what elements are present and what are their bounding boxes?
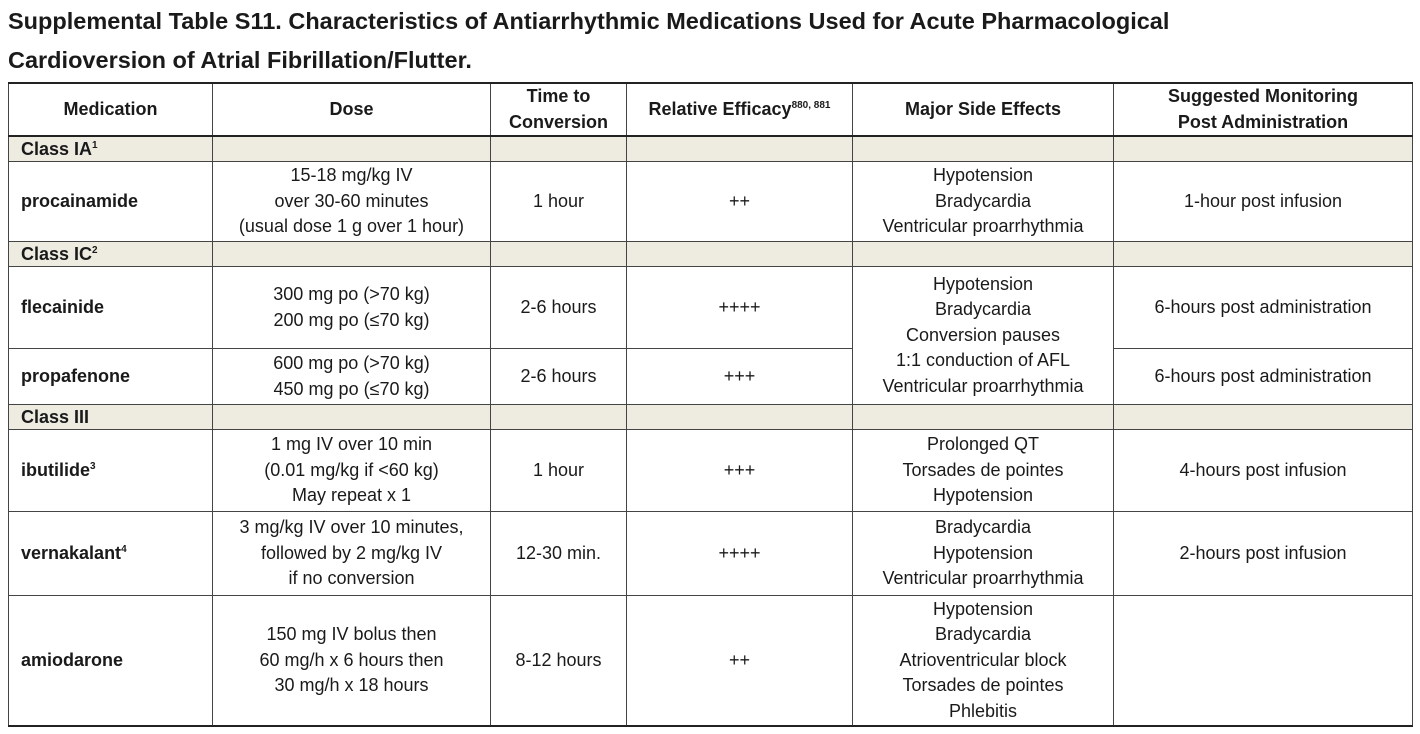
side-effect-line: Bradycardia bbox=[934, 299, 1032, 320]
efficacy-cell: +++ bbox=[627, 430, 853, 512]
dose-line: (usual dose 1 g over 1 hour) bbox=[238, 216, 465, 237]
medication-name bbox=[9, 430, 213, 512]
table-row bbox=[9, 430, 1413, 512]
header-monitoring-line-2: Post Administration bbox=[1177, 111, 1349, 132]
dose-cell bbox=[213, 512, 491, 596]
side-effect-line: Bradycardia bbox=[934, 190, 1032, 211]
side-effect-line: Conversion pauses bbox=[905, 324, 1061, 345]
monitoring-cell bbox=[1114, 596, 1413, 726]
table-row bbox=[9, 267, 1413, 349]
dose-line: (0.01 mg/kg if <60 kg) bbox=[264, 459, 439, 480]
dose-line: 30 mg/h x 18 hours bbox=[274, 675, 429, 695]
side-effects-cell bbox=[853, 596, 1114, 726]
side-effect-line: 1:1 conduction of AFL bbox=[895, 350, 1071, 371]
table-row bbox=[9, 349, 1413, 405]
side-effect-line: Hypotension bbox=[932, 485, 1034, 506]
class-row-ia bbox=[9, 136, 1413, 162]
side-effect-line: Bradycardia bbox=[934, 624, 1032, 644]
side-effect-line: Torsades de pointes bbox=[902, 675, 1064, 695]
medication-name-text: ibutilide bbox=[21, 459, 90, 480]
dose-cell bbox=[213, 596, 491, 726]
header-monitoring bbox=[1114, 83, 1413, 136]
dose-line: 200 mg po (≤70 kg) bbox=[273, 309, 430, 330]
efficacy-cell: ++ bbox=[627, 596, 853, 726]
dose-cell bbox=[213, 430, 491, 512]
header-time bbox=[491, 83, 627, 136]
medication-name: amiodarone bbox=[9, 596, 213, 726]
medication-name: flecainide bbox=[9, 267, 213, 349]
dose-line: 300 mg po (>70 kg) bbox=[273, 284, 430, 304]
dose-line: if no conversion bbox=[288, 568, 415, 589]
dose-cell bbox=[213, 349, 491, 405]
time-cell: 12-30 min. bbox=[491, 512, 627, 596]
dose-line: 60 mg/h x 6 hours then bbox=[259, 649, 444, 670]
side-effect-line: Atrioventricular block bbox=[899, 649, 1067, 670]
header-side-effects: Major Side Effects bbox=[853, 83, 1114, 136]
side-effect-line: Phlebitis bbox=[948, 700, 1018, 721]
table-row bbox=[9, 512, 1413, 596]
class-ic-text: Class IC bbox=[21, 244, 93, 264]
medications-table bbox=[8, 82, 1413, 727]
dose-cell bbox=[213, 267, 491, 349]
medication-name bbox=[9, 512, 213, 596]
class-label-ia bbox=[9, 136, 213, 162]
side-effect-line: Hypotension bbox=[932, 165, 1034, 186]
medication-name: propafenone bbox=[9, 349, 213, 405]
side-effect-line: Bradycardia bbox=[934, 517, 1032, 538]
class-ia-text: Class IA bbox=[21, 139, 93, 159]
side-effects-cell bbox=[853, 512, 1114, 596]
class-row-ic bbox=[9, 242, 1413, 267]
class-label-iii: Class III bbox=[9, 405, 213, 430]
class-row-iii bbox=[9, 405, 1413, 430]
header-dose: Dose bbox=[213, 83, 491, 136]
dose-line: followed by 2 mg/kg IV bbox=[260, 542, 443, 563]
monitoring-cell: 6-hours post administration bbox=[1114, 267, 1413, 349]
side-effects-cell bbox=[853, 162, 1114, 242]
side-effect-line: Hypotension bbox=[932, 598, 1034, 619]
side-effect-line: Ventricular proarrhythmia bbox=[882, 568, 1084, 589]
side-effects-cell bbox=[853, 267, 1114, 405]
header-time-line-2: Conversion bbox=[508, 111, 609, 132]
dose-line: 150 mg IV bolus then bbox=[266, 624, 437, 644]
efficacy-cell: ++++ bbox=[627, 267, 853, 349]
header-efficacy-refs: 880, 881 bbox=[791, 99, 831, 111]
time-cell: 1 hour bbox=[491, 430, 627, 512]
class-ia-note: 1 bbox=[92, 140, 98, 151]
header-efficacy-label: Relative Efficacy bbox=[648, 98, 792, 119]
efficacy-cell: +++ bbox=[627, 349, 853, 405]
monitoring-cell: 4-hours post infusion bbox=[1114, 430, 1413, 512]
table-row bbox=[9, 596, 1413, 726]
side-effect-line: Ventricular proarrhythmia bbox=[882, 216, 1084, 237]
dose-cell bbox=[213, 162, 491, 242]
dose-line: 450 mg po (≤70 kg) bbox=[273, 378, 430, 399]
efficacy-cell: ++ bbox=[627, 162, 853, 242]
header-row bbox=[9, 83, 1413, 136]
time-cell: 1 hour bbox=[491, 162, 627, 242]
dose-line: 15-18 mg/kg IV bbox=[290, 165, 413, 186]
monitoring-cell: 2-hours post infusion bbox=[1114, 512, 1413, 596]
header-monitoring-line-1: Suggested Monitoring bbox=[1168, 86, 1358, 106]
medication-note: 3 bbox=[90, 460, 96, 472]
monitoring-cell: 1-hour post infusion bbox=[1114, 162, 1413, 242]
header-time-line-1: Time to bbox=[526, 86, 591, 106]
table-title bbox=[8, 2, 1408, 80]
dose-line: May repeat x 1 bbox=[291, 485, 412, 506]
side-effect-line: Torsades de pointes bbox=[902, 459, 1064, 480]
dose-line: 3 mg/kg IV over 10 minutes, bbox=[239, 517, 464, 538]
efficacy-cell: ++++ bbox=[627, 512, 853, 596]
medication-name-text: vernakalant bbox=[21, 542, 122, 563]
table-row bbox=[9, 162, 1413, 242]
title-line-1: Supplemental Table S11. Characteristics of Antiarrhythmic Medications Used for Acute Pharmacological bbox=[8, 8, 1170, 34]
time-cell: 8-12 hours bbox=[491, 596, 627, 726]
time-cell: 2-6 hours bbox=[491, 267, 627, 349]
dose-line: 600 mg po (>70 kg) bbox=[273, 353, 430, 373]
time-cell: 2-6 hours bbox=[491, 349, 627, 405]
header-medication: Medication bbox=[9, 83, 213, 136]
medication-name: procainamide bbox=[9, 162, 213, 242]
side-effect-line: Ventricular proarrhythmia bbox=[882, 375, 1084, 396]
side-effect-line: Hypotension bbox=[932, 273, 1034, 294]
class-ic-note: 2 bbox=[92, 245, 98, 256]
side-effect-line: Prolonged QT bbox=[926, 434, 1040, 455]
dose-line: 1 mg IV over 10 min bbox=[270, 434, 433, 455]
title-line-2: Cardioversion of Atrial Fibrillation/Flutter. bbox=[8, 47, 472, 73]
class-label-ic bbox=[9, 242, 213, 267]
dose-line: over 30-60 minutes bbox=[274, 190, 429, 211]
monitoring-cell: 6-hours post administration bbox=[1114, 349, 1413, 405]
side-effect-line: Hypotension bbox=[932, 542, 1034, 563]
side-effects-cell bbox=[853, 430, 1114, 512]
medication-note: 4 bbox=[121, 543, 127, 555]
header-efficacy bbox=[627, 83, 853, 136]
